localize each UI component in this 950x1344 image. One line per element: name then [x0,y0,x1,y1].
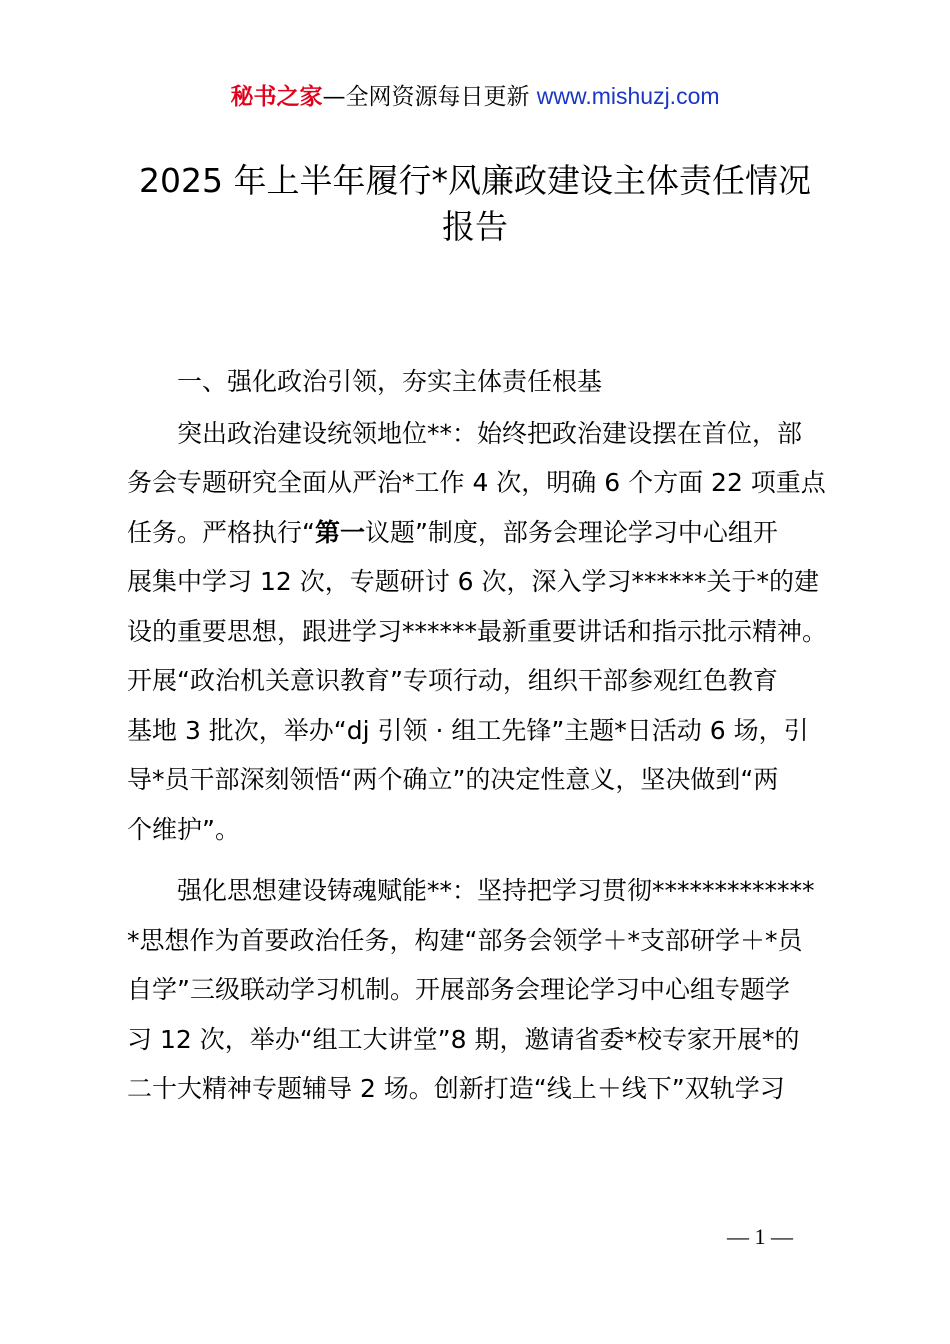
paragraph-political-construction [127,409,839,855]
paragraph-line: 开展“政治机关意识教育”专项行动，组织干部参观红色教育 [127,666,778,695]
paragraph-line: 基地 3 批次，举办“dj 引领 · 组工先锋”主题*日活动 6 场，引 [127,715,809,745]
text-run: 任务。严格执行“ [127,517,315,547]
site-brand: 秘书之家 [230,84,323,110]
paragraph-line: 强化思想建设铸魂赋能**：坚持把学习贯彻************* [177,876,815,905]
paragraph-line: 设的重要思想，跟进学习******最新重要讲话和指示批示精神。 [127,616,828,646]
paragraph-line: 务会专题研究全面从严治*工作 4 次，明确 6 个方面 22 项重点 [127,468,826,497]
paragraph-line: *思想作为首要政治任务，构建“部务会领学＋*支部研学＋*员 [127,925,803,955]
page-number: — 1 — [727,1224,793,1249]
title-line-1: 2025 年上半年履行*风廉政建设主体责任情况 [139,161,811,200]
paragraph-line: 习 12 次，举办“组工大讲堂”8 期，邀请省委*校专家开展*的 [127,1024,800,1054]
paragraph-line: 二十大精神专题辅导 2 场。创新打造“线上＋线下”双轨学习 [127,1074,785,1103]
document-body [127,357,839,1114]
site-tagline: —全网资源每日更新 [322,84,530,110]
paragraph-line [127,508,839,558]
bold-text: 第一 [314,517,365,547]
site-url[interactable]: www.mishuzj.com [536,83,720,109]
paragraph-line: 展集中学习 12 次，专题研讨 6 次，深入学习******关于*的建 [127,567,820,596]
paragraph-line: 自学”三级联动学习机制。开展部务会理论学习中心组专题学 [127,975,790,1004]
title-line-2: 报告 [442,207,508,246]
paragraph-ideological-construction [127,866,839,1114]
section-heading: 一、强化政治引领，夯实主体责任根基 [177,367,603,396]
paragraph-line: 个维护”。 [127,814,240,844]
site-header [0,80,950,113]
text-run: 议题”制度，部务会理论学习中心组开 [364,517,778,547]
paragraph-line: 突出政治建设统领地位**：始终把政治建设摆在首位，部 [177,418,803,448]
paragraph-line: 导*员干部深刻领悟“两个确立”的决定性意义，坚决做到“两 [127,765,779,794]
document-title [60,158,890,250]
